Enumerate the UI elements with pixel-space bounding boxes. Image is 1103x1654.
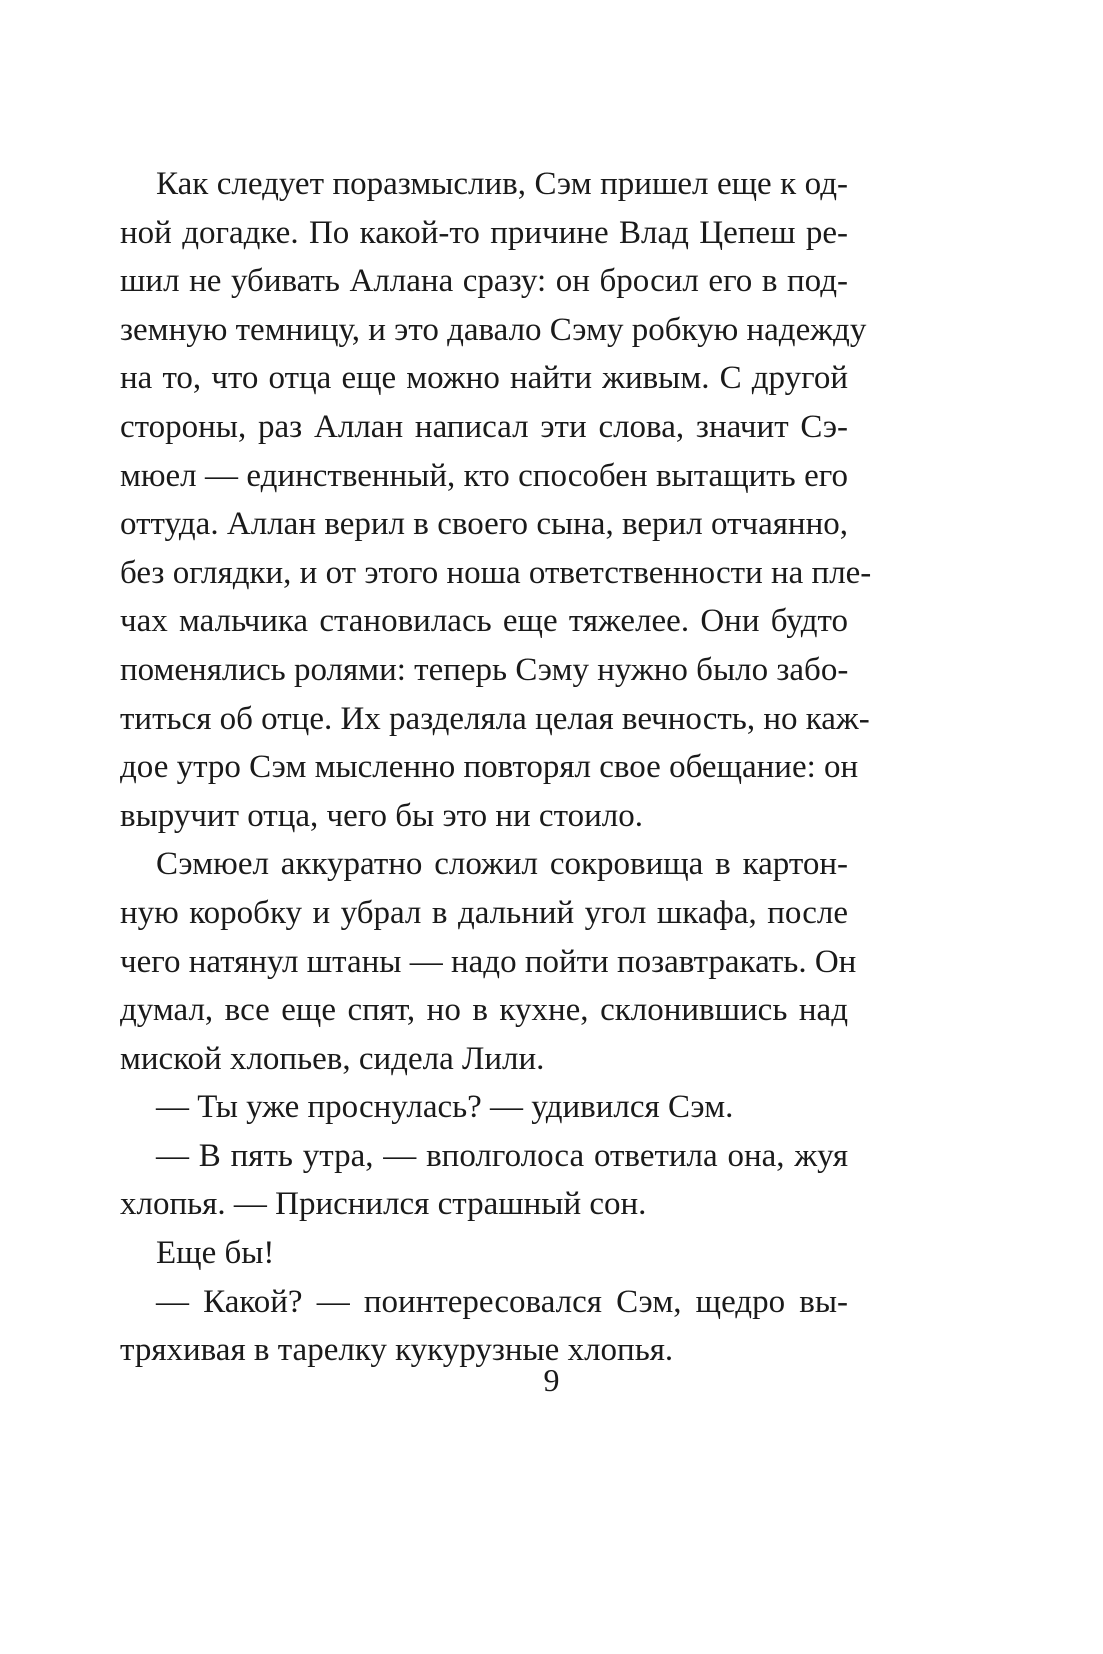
text-line: тряхивая в тарелку кукурузные хлопья. [120, 1332, 674, 1369]
text-line: без оглядки, и от этого ноша ответственности на пле- [120, 554, 872, 591]
text-line: чах мальчика становилась еще тяжелее. Они будто [120, 603, 848, 640]
text-line: миской хлопьев, сидела Лили. [120, 1040, 545, 1077]
text-line: на то, что отца еще можно найти живым. С другой [120, 360, 848, 397]
text-line: стороны, раз Аллан написал эти слова, значит Сэ- [120, 408, 848, 445]
text-line: оттуда. Аллан верил в своего сына, верил отчаянно, [120, 506, 848, 543]
text-line: дое утро Сэм мысленно повторял свое обещание: он [120, 749, 859, 786]
text-line: ной догадке. По какой-то причине Влад Цепеш ре- [120, 214, 848, 251]
body-text [120, 160, 872, 1375]
text-line: поменялись ролями: теперь Сэму нужно было забо- [120, 651, 849, 688]
text-line: выручит отца, чего бы это ни стоило. [120, 797, 643, 834]
text-line: чего натянул штаны — надо пойти позавтракать. Он [120, 943, 857, 980]
text-line: земную темницу, и это давало Сэму робкую надежду [120, 311, 867, 348]
text-line: мюел — единственный, кто способен вытащить его [120, 457, 848, 494]
text-line: Еще бы! [156, 1235, 275, 1272]
text-line: ную коробку и убрал в дальний угол шкафа, после [120, 894, 848, 931]
text-line: — Ты уже проснулась? — удивился Сэм. [156, 1089, 734, 1126]
text-line: шил не убивать Аллана сразу: он бросил его в под- [120, 263, 848, 300]
text-line: Как следует поразмыслив, Сэм пришел еще к од- [156, 166, 848, 202]
text-line: — Какой? — поинтересовался Сэм, щедро вы- [156, 1283, 848, 1320]
text-line: хлопья. — Приснился страшный сон. [120, 1186, 647, 1223]
text-line: Сэмюел аккуратно сложил сокровища в картон- [156, 846, 848, 883]
text-line: — В пять утра, — вполголоса ответила она, жуя [156, 1137, 848, 1174]
text-line: думал, все еще спят, но в кухне, склонившись над [120, 992, 848, 1029]
page-number: 9 [543, 1362, 560, 1398]
text-line: титься об отце. Их разделяла целая вечность, но каж- [120, 700, 870, 737]
